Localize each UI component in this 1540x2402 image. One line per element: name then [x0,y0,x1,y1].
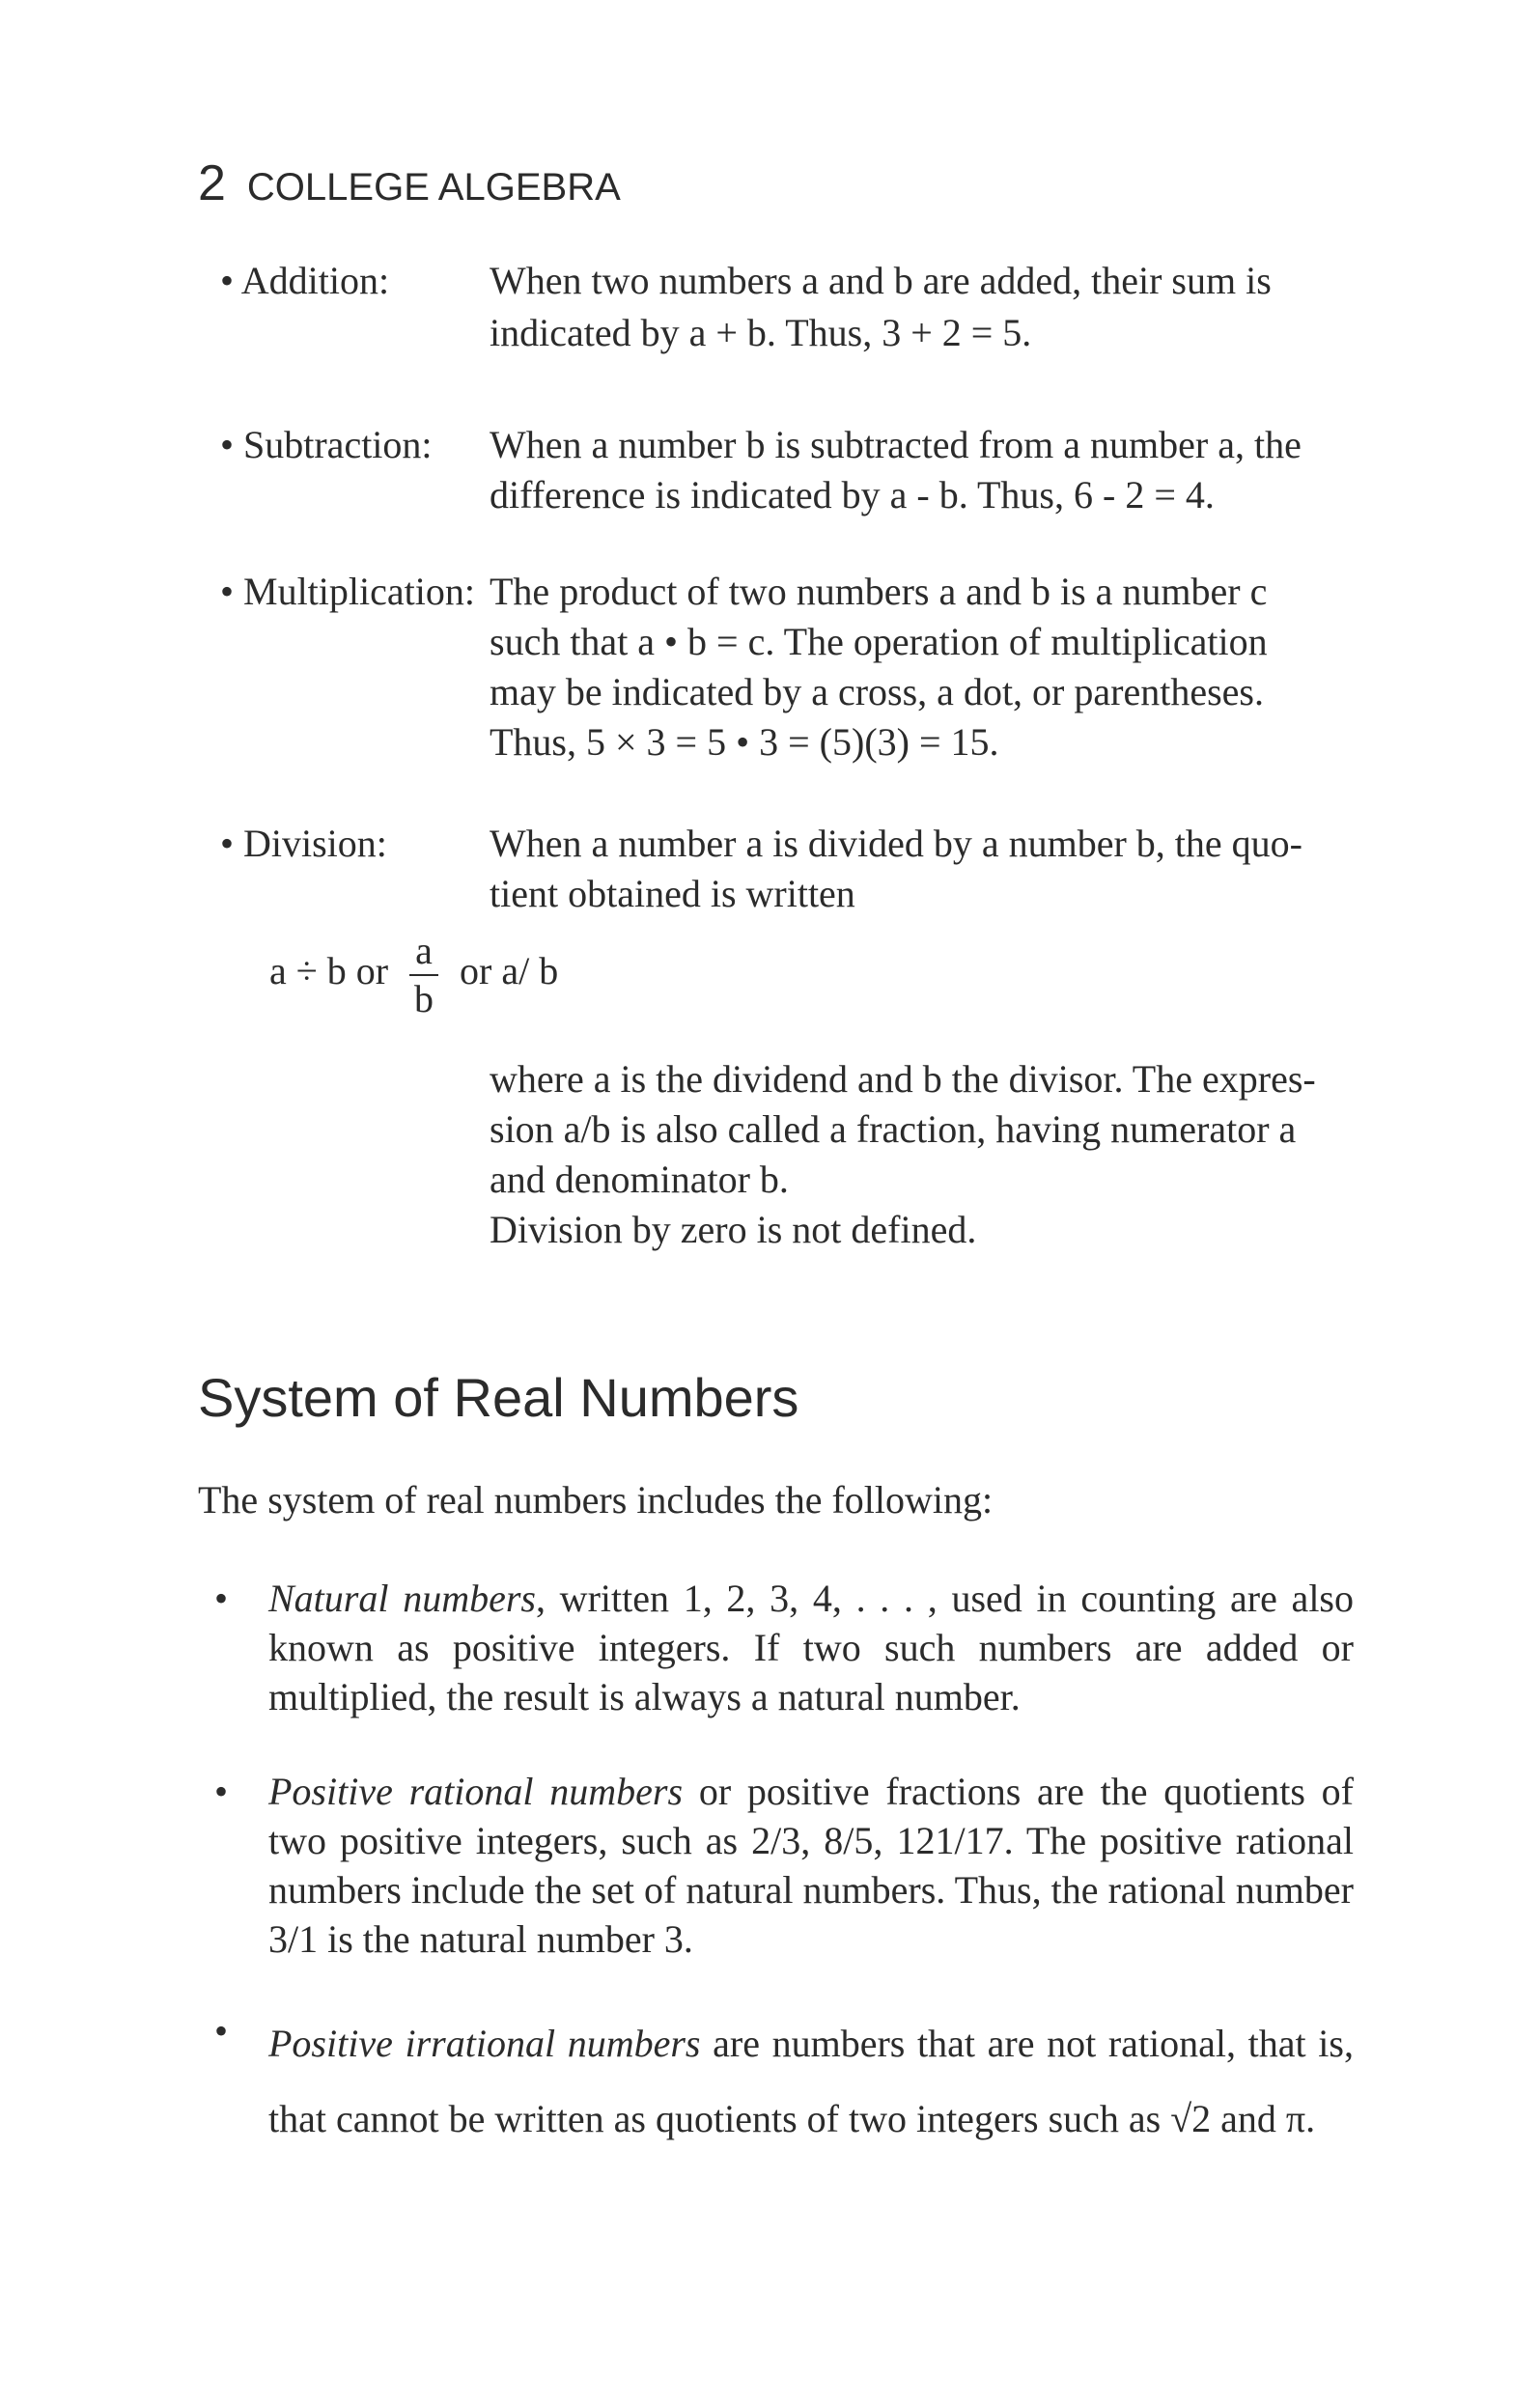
operation-term: • Division: [220,822,387,865]
text-line: indicated by a + b. Thus, 3 + 2 = 5. [490,311,1032,354]
text-line: tient obtained is written [490,872,855,915]
running-head [198,154,621,212]
text-line: and denominator b. [490,1158,789,1201]
text-line: The product of two numbers a and b is a number c [490,570,1268,613]
operation-description [490,819,1540,919]
text-line: such that a • b = c. The operation of multiplication [490,620,1268,663]
text-line: sion a/b is also called a fraction, having numerator a [490,1107,1297,1151]
operation-term: • Multiplication: [220,570,475,613]
bullet-icon: • [214,1770,229,1813]
bullet-icon: • [214,2009,229,2053]
text-line: When a number b is subtracted from a number a, the [490,423,1302,466]
fraction-bar [409,974,438,976]
formula-left: a ÷ b or [269,949,389,993]
operation-description [490,567,1540,768]
text-line: Division by zero is not defined. [490,1208,977,1251]
text-line: When a number a is divided by a number b, the quo- [490,822,1302,865]
text-line: Thus, 5 × 3 = 5 • 3 = (5)(3) = 15. [490,720,999,764]
operation-term: • Addition: [220,259,390,302]
list-item-body: , written 1, 2, 3, 4, . . . , used in counting are also known as positive integers. If two such numbers are added or multiplied, the result is always a natural number. [268,1577,1354,1718]
fraction [409,929,438,1020]
list-item-term: Positive rational numbers [268,1770,684,1813]
list-item-text [268,2006,1354,2157]
operation-description [490,420,1540,520]
list-item-text [268,1574,1354,1721]
operation-description [490,1054,1540,1255]
operation-description [490,256,1540,358]
page-number: 2 [198,155,226,211]
bullet-icon: • [214,1577,229,1620]
division-formula [269,929,559,1020]
text-line: When two numbers a and b are added, their sum is [490,259,1272,302]
operation-term: • Subtraction: [220,423,433,466]
formula-right: or a/ b [460,949,559,993]
list-item-term: Natural numbers [268,1577,536,1620]
list-item-body: are numbers that are not rational, that is, that cannot be written as quotients of two integers such as √2 and π. [268,2022,1354,2140]
list-item-body: or positive fractions are the quotients of two positive integers, such as 2/3, 8/5, 121/17. The positive rational numbers include the set of natural numbers. Thus, the rational number 3/1 is the natural number 3. [268,1770,1354,1961]
fraction-numerator: a [415,929,433,972]
running-title: COLLEGE ALGEBRA [246,166,621,209]
text-line: may be indicated by a cross, a dot, or parentheses. [490,670,1264,713]
fraction-denominator: b [414,977,434,1020]
text-line: difference is indicated by a - b. Thus, 6 - 2 = 4. [490,473,1215,517]
list-item-text [268,1767,1354,1964]
list-item-term: Positive irrational numbers [268,2022,701,2065]
section-heading: System of Real Numbers [198,1367,799,1428]
text-line: where a is the dividend and b the divisor. The expres- [490,1057,1316,1101]
section-intro: The system of real numbers includes the following: [198,1478,994,1522]
